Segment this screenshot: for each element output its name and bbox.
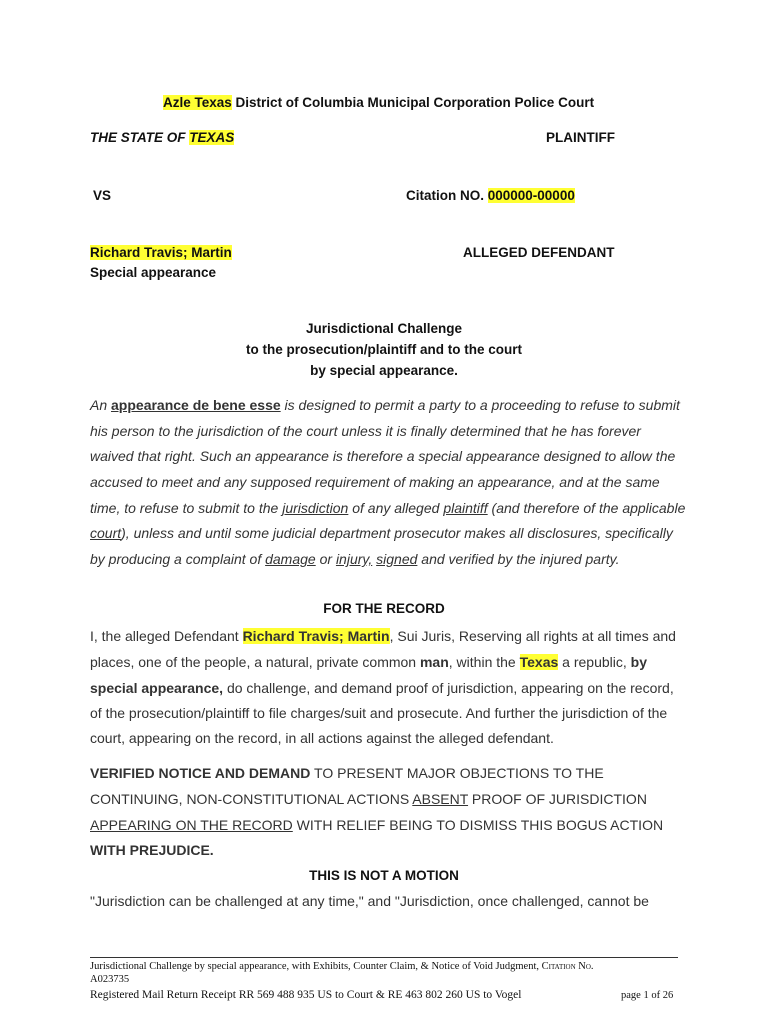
intro-line-5: time, to refuse to submit to the jurisdiction of any alleged plaintiff (and therefore of the applicable	[90, 500, 686, 516]
not-a-motion-heading: THIS IS NOT A MOTION	[309, 868, 459, 883]
state-caption	[90, 130, 234, 145]
term-appearance-de-bene-esse: appearance de bene esse	[111, 397, 281, 413]
record-line-2: places, one of the people, a natural, private common man, within the Texas a republic, by	[90, 654, 647, 670]
court-name: District of Columbia Municipal Corporation Police Court	[231, 95, 595, 110]
defendant-name-highlight: Richard Travis; Martin	[90, 245, 232, 260]
term-jurisdiction: jurisdiction	[282, 500, 349, 516]
intro-line-2: his person to the jurisdiction of the court unless it is finally determined that he has forever	[90, 423, 641, 439]
term-damage: damage	[265, 551, 316, 567]
record-defendant-name: Richard Travis; Martin	[242, 628, 390, 644]
intro-line-6: court), unless and until some judicial department prosecutor makes all disclosures, specifically	[90, 525, 673, 541]
state-name-highlight: TEXAS	[189, 130, 235, 145]
intro-line-7: by producing a complaint of damage or injury, signed and verified by the injured party.	[90, 551, 620, 567]
notice-line-2: CONTINUING, NON-CONSTITUTIONAL ACTIONS ABSENT PROOF OF JURISDICTION	[90, 791, 647, 807]
versus-label: VS	[93, 188, 112, 203]
record-line-5: court, appearing on the record, in all actions against the alleged defendant.	[90, 730, 554, 746]
plaintiff-label: PLAINTIFF	[546, 130, 615, 145]
record-line-4: of the prosecution/plaintiff to file charges/suit and prosecute. And further the jurisdiction of the	[90, 705, 668, 721]
record-line-1: I, the alleged Defendant Richard Travis; Martin, Sui Juris, Reserving all rights at all times and	[90, 628, 676, 644]
term-signed: signed	[376, 551, 418, 567]
intro-line-3: waived that right. Such an appearance is therefore a special appearance designed to allow the	[90, 448, 676, 464]
citation-label: Citation NO.	[406, 188, 488, 203]
footer-divider	[90, 957, 678, 958]
footer-line-2: A023735	[90, 974, 130, 985]
notice-line-3: APPEARING ON THE RECORD WITH RELIEF BEING TO DISMISS THIS BOGUS ACTION	[90, 817, 664, 833]
court-title	[163, 95, 594, 110]
term-plaintiff: plaintiff	[443, 500, 488, 516]
motion-line-1: "Jurisdiction can be challenged at any time," and "Jurisdiction, once challenged, cannot be	[90, 893, 649, 909]
for-the-record-heading: FOR THE RECORD	[323, 601, 445, 616]
record-line-3: special appearance, do challenge, and demand proof of jurisdiction, appearing on the record,	[90, 680, 674, 696]
citation	[406, 188, 575, 203]
page-number: page 1 of 26	[621, 990, 674, 1001]
term-injury: injury,	[335, 551, 373, 567]
notice-line-4: WITH PREJUDICE.	[90, 842, 214, 858]
footer-line-1: Jurisdictional Challenge by special appearance, with Exhibits, Counter Claim, & Notice of Void Judgment, Citation No.	[90, 961, 594, 972]
intro-line-4: accused to meet and any supposed requirement of making an appearance, and at the same	[90, 474, 660, 490]
citation-number: 000000-00000	[487, 188, 575, 203]
document-title-line-3: by special appearance.	[310, 363, 458, 378]
record-texas-highlight: Texas	[519, 654, 559, 670]
notice-line-1: VERIFIED NOTICE AND DEMAND TO PRESENT MAJOR OBJECTIONS TO THE	[90, 765, 604, 781]
document-title-line-1: Jurisdictional Challenge	[305, 321, 463, 336]
defendant-name	[90, 245, 232, 260]
alleged-defendant-label: ALLEGED DEFENDANT	[463, 245, 615, 260]
court-location-highlight: Azle Texas	[163, 95, 232, 110]
intro-line-1: An appearance de bene esse is designed to permit a party to a proceeding to refuse to submit	[90, 397, 680, 413]
state-prefix: THE STATE OF	[90, 130, 190, 145]
term-court: court	[90, 525, 122, 541]
document-title-line-2: to the prosecution/plaintiff and to the court	[246, 342, 522, 357]
special-appearance-label: Special appearance	[90, 265, 217, 280]
footer-line-3: Registered Mail Return Receipt RR 569 488 935 US to Court & RE 463 802 260 US to Vogel	[90, 989, 522, 1001]
